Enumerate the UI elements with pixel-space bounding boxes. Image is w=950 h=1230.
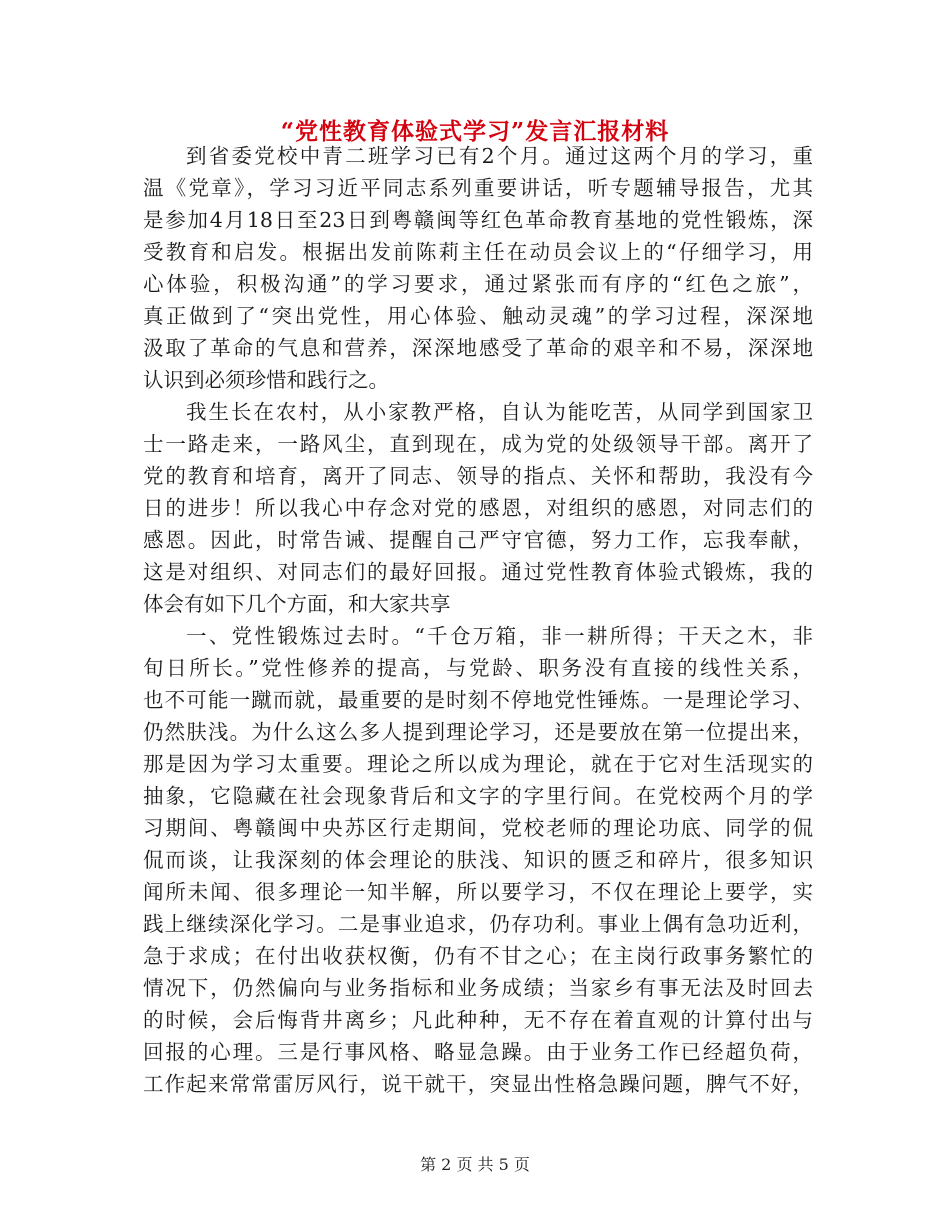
body-text-line: 工作起来常常雷厉风行，说干就干，突显出性格急躁问题，脾气不好，	[143, 1072, 813, 1096]
body-text-line: 真正做到了“突出党性，用心体验、触动灵魂”的学习过程，深深地	[143, 304, 813, 328]
body-text-line: 侃而谈，让我深刻的体会理论的肤浅、知识的匮乏和碎片，很多知识	[143, 848, 813, 872]
body-text-line: 到省委党校中青二班学习已有2个月。通过这两个月的学习，重	[186, 144, 813, 168]
body-text-line: 党的教育和培育，离开了同志、领导的指点、关怀和帮助，我没有今	[143, 464, 813, 488]
body-text-line: 我生长在农村，从小家教严格，自认为能吃苦，从同学到国家卫	[186, 400, 813, 424]
body-text-line: 受教育和启发。根据出发前陈莉主任在动员会议上的“仔细学习，用	[143, 240, 813, 264]
document-body	[143, 140, 813, 1100]
body-text-line: 认识到必须珍惜和践行之。	[143, 368, 389, 392]
body-text-line: 践上继续深化学习。二是事业追求，仍存功利。事业上偶有急功近利，	[143, 912, 813, 936]
page-footer: 第 2 页 共 5 页	[420, 1155, 530, 1174]
body-text-line: 心体验，积极沟通”的学习要求，通过紧张而有序的“红色之旅”，	[143, 272, 813, 296]
body-text-line: 感恩。因此，时常告诫、提醒自己严守官德，努力工作，忘我奉献，	[143, 528, 813, 552]
body-text-line: 抽象，它隐藏在社会现象背后和文字的字里行间。在党校两个月的学	[143, 784, 813, 808]
body-text-line: 是参加4月18日至23日到粤赣闽等红色革命教育基地的党性锻炼，深	[143, 208, 813, 232]
body-text-line: 仍然肤浅。为什么这么多人提到理论学习，还是要放在第一位提出来，	[143, 720, 813, 744]
body-text-line: 的时候，会后悔背井离乡；凡此种种，无不存在着直观的计算付出与	[143, 1008, 813, 1032]
body-text-line: 一、党性锻炼过去时。“千仓万箱，非一耕所得；干天之木，非	[186, 624, 813, 648]
body-text-line: 情况下，仍然偏向与业务指标和业务成绩；当家乡有事无法及时回去	[143, 976, 813, 1000]
document-title: “党性教育体验式学习”发言汇报材料	[280, 118, 670, 145]
body-text-line: 那是因为学习太重要。理论之所以成为理论，就在于它对生活现实的	[143, 752, 813, 776]
body-text-line: 回报的心理。三是行事风格、略显急躁。由于业务工作已经超负荷，	[143, 1040, 813, 1064]
body-text-line: 闻所未闻、很多理论一知半解，所以要学习，不仅在理论上要学，实	[143, 880, 813, 904]
body-text-line: 旬日所长。”党性修养的提高，与党龄、职务没有直接的线性关系，	[143, 656, 813, 680]
body-text-line: 温《党章》，学习习近平同志系列重要讲话，听专题辅导报告，尤其	[143, 176, 813, 200]
body-text-line: 汲取了革命的气息和营养，深深地感受了革命的艰辛和不易，深深地	[143, 336, 813, 360]
body-text-line: 也不可能一蹴而就，最重要的是时刻不停地党性锤炼。一是理论学习、	[143, 688, 813, 712]
body-text-line: 这是对组织、对同志们的最好回报。通过党性教育体验式锻炼，我的	[143, 560, 813, 584]
body-text-line: 习期间、粤赣闽中央苏区行走期间，党校老师的理论功底、同学的侃	[143, 816, 813, 840]
body-text-line: 日的进步！所以我心中存念对党的感恩，对组织的感恩，对同志们的	[143, 496, 813, 520]
body-text-line: 体会有如下几个方面，和大家共享	[143, 592, 451, 616]
body-text-line: 士一路走来，一路风尘，直到现在，成为党的处级领导干部。离开了	[143, 432, 813, 456]
body-text-line: 急于求成；在付出收获权衡，仍有不甘之心；在主岗行政事务繁忙的	[143, 944, 813, 968]
